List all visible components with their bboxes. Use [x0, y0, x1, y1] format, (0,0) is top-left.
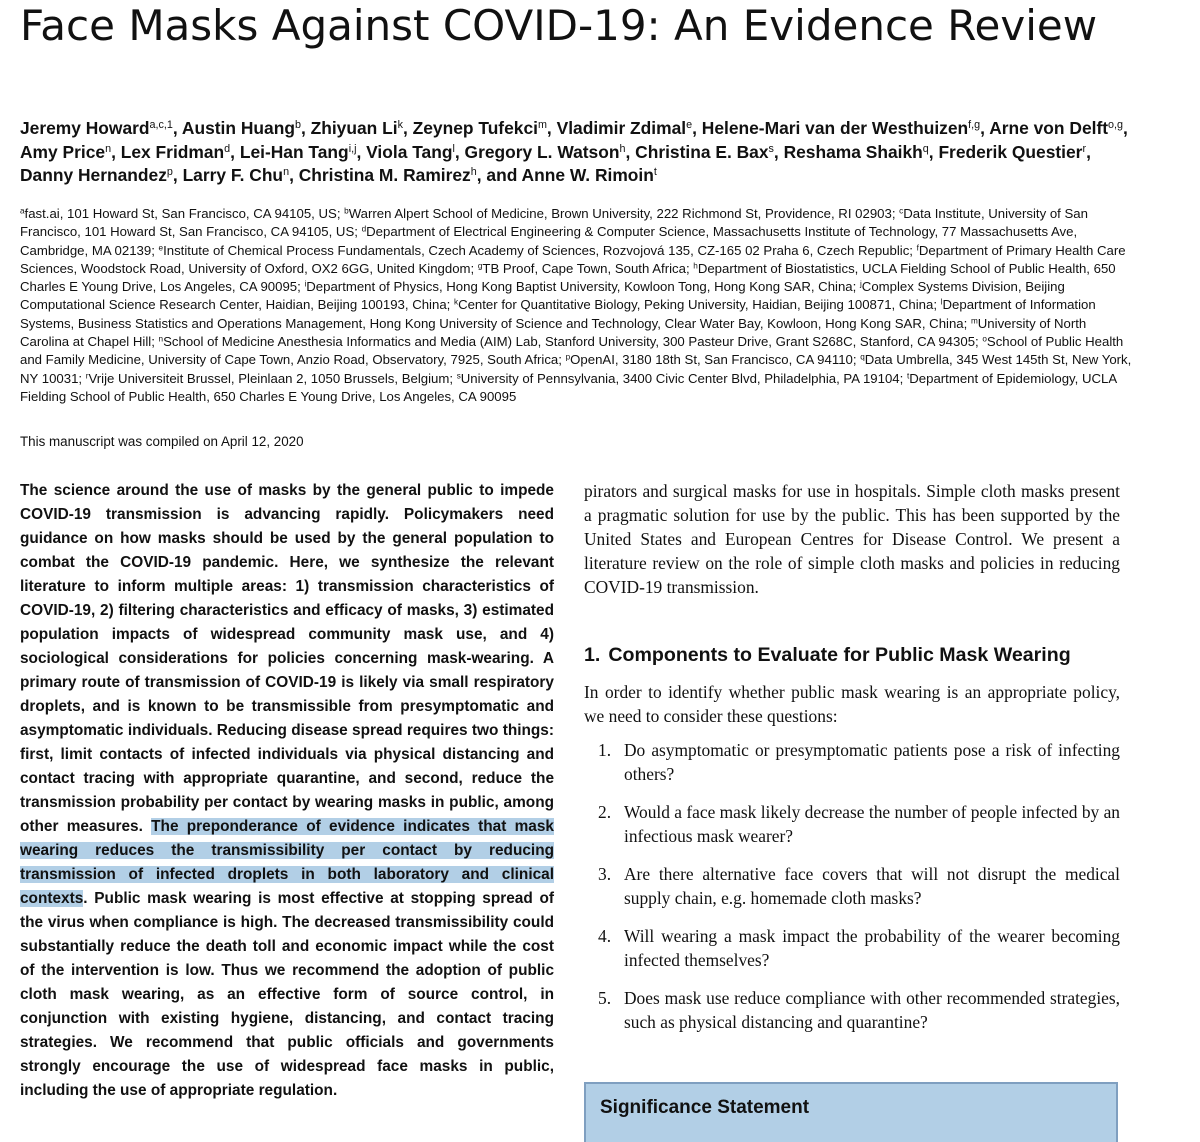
affiliation-text: University of Pennsylvania, 3400 Civic Center Blvd, Philadelphia, PA 19104	[460, 370, 900, 386]
paper-title: Face Masks Against COVID-19: An Evidence Review	[20, 1, 1098, 50]
author-affiliation-marker: a,c,1	[149, 119, 173, 132]
abstract-text-after: . Public mask wearing is most effective at stopping spread of the virus when compliance is high. The decreased transmissibility could substantially reduce the death toll and economic impact while the cost of the intervention is low. Thus we recommend the adoption of public cloth mask wearing, as an effective form of source control, in conjunction with existing hygiene, distancing, and contact tracing strategies. We recommend that public officials and governments strongly encourage the use of widespread face masks in public, including the use of appropriate regulation.	[20, 890, 554, 1099]
question-text: Does mask use reduce compliance with other recommended strategies, such as physical distancing and quarantine?	[624, 988, 1120, 1032]
author-name: Amy Price	[20, 141, 106, 162]
affiliation-key: e	[158, 243, 164, 253]
author-affiliation-marker: o,g	[1108, 119, 1124, 132]
abstract-text-before: The science around the use of masks by the general public to impede COVID-19 transmission is advancing rapidly. Policymakers need guidance on how masks should be used by the general population to combat the COVID-19 pandemic. Here, we synthesize the relevant literature to inform multiple areas: 1) transmission characteristics of COVID-19, 2) filtering characteristics and efficacy of masks, 3) estimated population impacts of widespread community mask use, and 4) sociological considerations for policies concerning mask-wearing. A primary route of transmission of COVID-19 is likely via small respiratory droplets, and is known to be transmissible from presymptomatic and asymptomatic individuals. Reducing disease spread requires two things: first, limit contacts of infected individuals via physical distancing and contact tracing with appropriate quarantine, and second, reduce the transmission probability per contact by wearing masks in public, among other measures.	[20, 482, 554, 835]
author-name: Gregory L. Watson	[464, 141, 620, 162]
affiliation-text: Data Umbrella, 345 West 145th St, New York, NY 10031	[20, 352, 1132, 386]
affiliation-text: School of Public Health and Family Medicine, University of Cape Town, Anzio Road, Observatory, 7925, South Africa	[20, 334, 1124, 368]
section-heading	[584, 642, 1120, 668]
author-name: Christina M. Ramirez	[298, 165, 471, 185]
section-intro-text: In order to identify whether public mask wearing is an appropriate policy, we need to consider these questions:	[584, 682, 1120, 726]
author-name: Reshama Shaikh	[783, 141, 923, 162]
affiliation-text: Department of Information Systems, Business Statistics and Operations Management, Hong Kong University of Science and Technology, Clear Water Bay, Kowloon, Hong Kong SAR, China	[20, 297, 1096, 331]
author-affiliation-marker: i,j	[348, 142, 357, 155]
question-text: Are there alternative face covers that will not disrupt the medical supply chain, e.g. homemade cloth masks?	[624, 864, 1120, 908]
author-affiliation-marker: m	[537, 119, 547, 132]
question-text: Would a face mask likely decrease the number of people infected by an infectious mask wearer?	[624, 802, 1120, 846]
question-text: Do asymptomatic or presymptomatic patients pose a risk of infecting others?	[624, 740, 1120, 784]
affiliation-text: Data Institute, University of San Francisco, 101 Howard St, San Francisco, CA 94105, US	[20, 206, 1088, 240]
affiliation-key: r	[85, 371, 89, 381]
compiled-date: This manuscript was compiled on April 12, 2020	[20, 434, 304, 449]
affiliation-text: School of Medicine Anesthesia Informatics and Media (AIM) Lab, Stanford University, 300 Pasteur Drive, Grant S268C, Stanford, CA 94305	[163, 334, 976, 350]
author-name: Jeremy Howard	[20, 118, 150, 138]
abstract	[20, 479, 554, 1103]
section-intro	[584, 680, 1120, 728]
list-item	[584, 924, 1120, 972]
author-affiliation-marker: l	[452, 142, 455, 155]
affiliation-key: a	[20, 206, 25, 216]
affiliation-key: t	[906, 371, 910, 381]
author-name: Lei-Han Tang	[239, 141, 349, 162]
list-item	[584, 800, 1120, 848]
affiliation-text: University of North Carolina at Chapel Hill	[20, 315, 1087, 350]
author-name: Vladimir Zdimal	[556, 118, 687, 138]
affiliation-key: h	[693, 261, 698, 271]
affiliation-key: n	[158, 334, 164, 344]
affiliation-text: Complex Systems Division, Beijing Computational Science Research Center, Haidian, Beijing 100193, China	[20, 279, 1065, 313]
author-affiliation-marker: r	[1082, 142, 1087, 155]
author-affiliation-marker: n	[283, 166, 290, 179]
affiliation-key: j	[859, 279, 862, 289]
author-name: Lex Fridman	[120, 141, 225, 162]
affiliation-key: g	[477, 261, 483, 271]
affiliation-text: Department of Epidemiology, UCLA Fielding School of Public Health, 650 Charles E Young Drive, Los Angeles, CA 90095	[20, 370, 1117, 404]
author-affiliation-marker: k	[397, 119, 403, 132]
affiliation-key: s	[456, 371, 461, 381]
affiliation-key: q	[860, 352, 865, 362]
affiliation-key: b	[344, 206, 349, 216]
author-name: Austin Huang	[181, 118, 295, 138]
affiliation-text: Institute of Chemical Process Fundamentals, Czech Academy of Sciences, Rozvojová 135, CZ-165 02 Praha 6, Czech Republic	[163, 242, 910, 258]
section-number: 1.	[584, 644, 601, 666]
abstract-highlighted-text[interactable]: The preponderance of evidence indicates that mask wearing reduces the transmissibility per contact by reducing transmission of infected droplets in both laboratory and clinical contexts	[20, 818, 554, 907]
affiliations: $^a$fast.ai, 101 Howard St, San Francisco, CA 94105, US; $^b$Warren Alpert School of Medicine, Brown University, 222 Richmond St, Providence, RI 02903; $^c$Data Institute, University of San Francisco, 101 Howard St, San Francisco, CA 94105, US; $^d$Department of Electrical Engineering & Computer Science, Massachusetts Institute of Technology, 77 Massachusetts Ave, Cambridge, MA 02139; $^e$Institute of Chemical Process Fundamentals, Czech Academy of Sciences, Rozvojová 135, CZ-165 02 Praha 6, Czech Republic; $^f$Department of Primary Health Care Sciences, Woodstock Road, University of Oxford, OX2 6GG, United Kingdom; $^g$TB Proof, Cape Town, South Africa; $^h$Department of Biostatistics, UCLA Fielding School of Public Health, 650 Charles E Young Drive, Los Angeles, CA 90095; $^i$Department of Physics, Hong Kong Baptist University, Kowloon Tong, Hong Kong SAR, China; $^j$Complex Systems Division, Beijing Computational Science Research Center, Haidian, Beijing 100193, China; $^k$Center for Quantitative Biology, Peking University, Haidian, Beijing 100871, China; $^l$Department of Information Systems, Business Statistics and Operations Management, Hong Kong University of Science and Technology, Clear Water Bay, Kowloon, Hong Kong SAR, China; $^m$University of North Carolina at Chapel Hill; $^n$School of Medicine Anesthesia Informatics and Media (AIM) Lab, Stanford University, 300 Pasteur Drive, Grant S268C, Stanford, CA 94305; $^o$School of Public Health and Family Medicine, University of Cape Town, Anzio Road, Observatory, 7925, South Africa; $^p$OpenAI, 3180 18th St, San Francisco, CA 94110; $^q$Data Umbrella, 345 West 145th St, New York, NY 10031; $^r$Vrije Universiteit Brussel, Pleinlaan 2, 1050 Brussels, Belgium; $^s$University of Pennsylvania, 3400 Civic Center Blvd, Philadelphia, PA 19104; $^t$Department of Epidemiology, UCLA Fielding School of Public Health, 650 Charles E Young Drive, Los Angeles, CA 90095	[20, 206, 1132, 404]
significance-title: Significance Statement	[600, 1097, 810, 1118]
list-item	[584, 738, 1120, 786]
author-affiliation-marker: f,g	[968, 119, 981, 132]
author-affiliation-marker: s	[768, 142, 774, 155]
affiliation-key: o	[982, 334, 987, 344]
questions-list	[584, 738, 1120, 1048]
author-affiliation-marker: t	[653, 166, 657, 179]
affiliation-text: Department of Physics, Hong Kong Baptist University, Kowloon Tong, Hong Kong SAR, China	[306, 279, 853, 295]
affiliation-key: c	[899, 206, 904, 216]
author-affiliation-marker: d	[224, 142, 231, 155]
author-affiliation-marker: n	[105, 142, 112, 155]
affiliation-text: Department of Biostatistics, UCLA Fielding School of Public Health, 650 Charles E Young Drive, Los Angeles, CA 90095	[20, 260, 1116, 295]
section-title: Components to Evaluate for Public Mask Wearing	[608, 644, 1071, 666]
author-name: Anne W. Rimoin	[521, 165, 654, 185]
question-number: 2.	[598, 802, 612, 822]
affiliation-key: p	[565, 352, 571, 362]
question-number: 5.	[598, 988, 612, 1008]
affiliation-key: k	[453, 297, 459, 307]
affiliation-key: d	[361, 224, 367, 234]
author-name: Helene-Mari van der Westhuizen	[701, 118, 969, 138]
author-name: Christina E. Bax	[635, 141, 769, 162]
significance-statement-box	[584, 1082, 1118, 1142]
affiliation-text: Department of Electrical Engineering & Computer Science, Massachusetts Institute of Technology, 77 Massachusetts Ave, Cambridge, MA 02139	[20, 224, 1078, 258]
affiliation-key: f	[916, 243, 919, 253]
question-text: Will wearing a mask impact the probability of the wearer becoming infected themselves?	[624, 926, 1120, 970]
author-affiliation-marker: q	[922, 142, 929, 155]
author-affiliation-marker: p	[166, 166, 173, 179]
affiliation-key: m	[970, 316, 978, 326]
affiliation-text: Vrije Universiteit Brussel, Pleinlaan 2, 1050 Brussels, Belgium	[88, 370, 450, 386]
affiliation-text: TB Proof, Cape Town, South Africa	[482, 260, 686, 276]
author-list: Jeremy Howard$^{a,c,1}$, Austin Huang$^b$, Zhiyuan Li$^k$, Zeynep Tufekci$^m$, Vladimir Zdimal$^e$, Helene-Mari van der Westhuizen$^{f,g}$, Arne von Delft$^{o,g}$, Amy Price$^n$, Lex Fridman$^d$, Lei-Han Tang$^{i,j}$, Viola Tang$^l$, Gregory L. Watson$^h$, Christina E. Bax$^s$, Reshama Shaikh$^q$, Frederik Questier$^r$, Danny Hernandez$^p$, Larry F. Chu$^n$, Christina M. Ramirez$^h$, and Anne W. Rimoin$^t$	[20, 118, 1128, 185]
list-item	[584, 986, 1120, 1034]
affiliation-text: Department of Primary Health Care Sciences, Woodstock Road, University of Oxford, OX2 6GG, United Kingdom	[20, 242, 1126, 276]
author-name: Frederik Questier	[938, 141, 1083, 162]
author-name: Zeynep Tufekci	[412, 118, 538, 138]
author-name: Viola Tang	[366, 141, 453, 162]
author-affiliation-marker: h	[470, 166, 477, 179]
right-column-intro	[584, 479, 1120, 599]
author-affiliation-marker: h	[619, 142, 626, 155]
author-name: Zhiyuan Li	[310, 118, 398, 138]
author-name: Danny Hernandez	[20, 165, 167, 185]
question-number: 4.	[598, 926, 612, 946]
author-affiliation-marker: b	[294, 119, 301, 132]
question-number: 3.	[598, 864, 612, 884]
right-column-paragraph: pirators and surgical masks for use in hospitals. Simple cloth masks present a pragmatic solution for use by the public. This has been supported by the United States and European Centres for Disease Control. We present a literature review on the role of simple cloth masks and policies in reducing COVID-19 transmission.	[584, 481, 1120, 597]
author-affiliation-marker: e	[686, 119, 693, 132]
author-name: Arne von Delft	[989, 118, 1109, 138]
affiliation-text: Warren Alpert School of Medicine, Brown University, 222 Richmond St, Providence, RI 02903	[348, 206, 892, 221]
list-item	[584, 862, 1120, 910]
affiliation-key: l	[940, 297, 943, 307]
affiliation-text: Center for Quantitative Biology, Peking University, Haidian, Beijing 100871, China	[458, 297, 934, 313]
affiliation-key: i	[304, 279, 307, 289]
affiliation-text: fast.ai, 101 Howard St, San Francisco, CA 94105, US	[24, 206, 337, 221]
question-number: 1.	[598, 740, 612, 760]
affiliation-text: OpenAI, 3180 18th St, San Francisco, CA 94110	[570, 352, 853, 368]
author-name: Larry F. Chu	[182, 165, 284, 185]
